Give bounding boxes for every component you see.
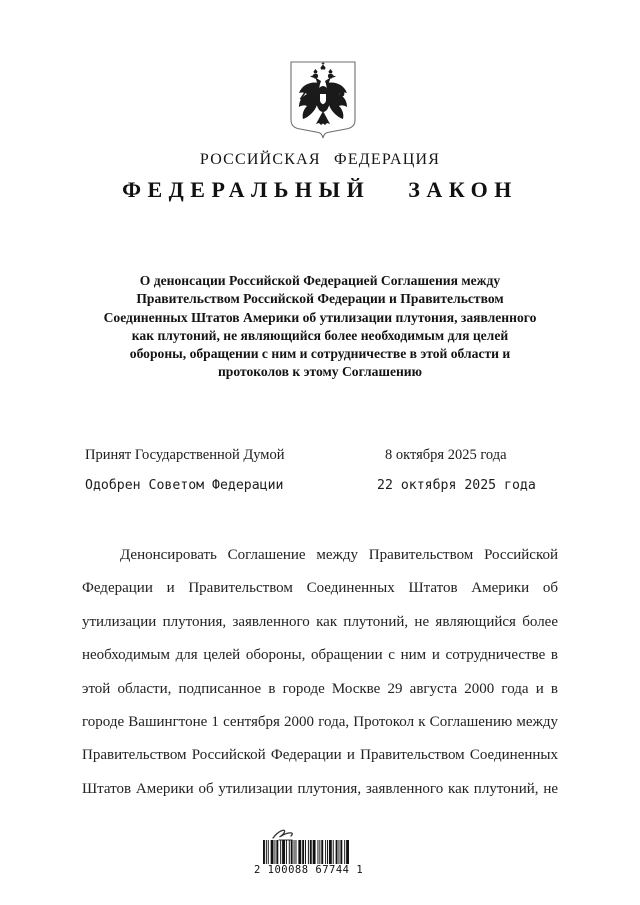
adopted-by-duma-label: Принят Государственной Думой [85, 447, 285, 463]
country-heading: РОССИЙСКАЯ ФЕДЕРАЦИЯ [199, 151, 441, 168]
body-line: этой области, подписанное в городе Москве 29 августа 2000 года и в [82, 680, 558, 697]
law-title-line: Правительством Российской Федерации и Правительством [136, 291, 504, 307]
adopted-by-duma-row [85, 441, 560, 471]
law-type-heading: ФЕДЕРАЛЬНЫЙ ЗАКОН [122, 177, 518, 202]
adoption-block [85, 441, 560, 500]
body-line: Федерации и Правительством Соединенных Штатов Америки об [82, 580, 558, 597]
barcode-block [254, 827, 364, 876]
law-title-line: Соединенных Штатов Америки об утилизации плутония, заявленного [103, 309, 537, 325]
barcode-digits: 2 100088 67744 1 [254, 864, 364, 876]
coat-of-arms-russia [290, 61, 356, 139]
approved-by-federation-council-label: Одобрен Советом Федерации [85, 477, 284, 493]
law-body-paragraph [82, 539, 558, 806]
body-line: необходимым для целей обороны, обращении с ним и сотрудничестве в [82, 647, 558, 664]
body-line: утилизации плутония, заявленного как плутоний, не являющийся более [82, 613, 558, 630]
double-headed-eagle-icon [290, 61, 356, 139]
law-title-line: как плутоний, не являющийся более необходимым для целей [131, 327, 509, 343]
law-title-line: протоколов к этому Соглашению [217, 364, 423, 380]
body-line: Денонсировать Соглашение между Правительством Российской [120, 547, 558, 563]
barcode [263, 840, 349, 864]
body-line: Правительством Российской Федерации и Правительством Соединенных [82, 747, 558, 764]
law-title-line: обороны, обращении с ним и сотрудничестве в этой области и [129, 346, 511, 362]
adopted-by-duma-date: 8 октября 2025 года [385, 447, 507, 463]
approved-by-federation-council-row [85, 471, 560, 501]
law-title [70, 272, 570, 382]
body-line: Штатов Америки об утилизации плутония, заявленного как плутоний, не [82, 780, 558, 797]
approved-by-federation-council-date: 22 октября 2025 года [377, 477, 536, 493]
body-line: городе Вашингтоне 1 сентября 2000 года, Протокол к Соглашению между [82, 713, 558, 730]
law-title-line: О денонсации Российской Федерацией Соглашения между [139, 273, 501, 288]
